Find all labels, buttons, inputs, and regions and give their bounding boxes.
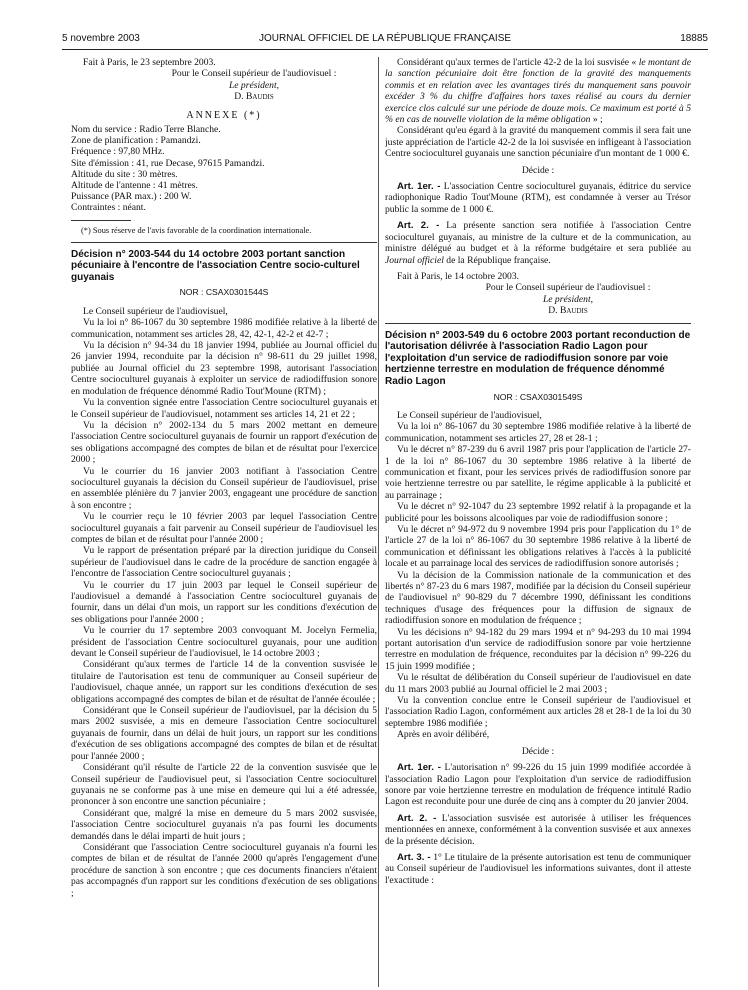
paragraph: Considérant que l'association Centre socioculturel guyanais n'a fourni les comptes de bilan et de résultat de l'année 2000 qu'après l'engagement d'une procédure de sanction à son encontre ; que ces documents financiers n'étaient pas accompagnés d'un rapport sur les conditions d'exécution de ses obligations ; bbox=[71, 841, 377, 899]
footnote-rule bbox=[71, 220, 131, 221]
signatory: D. Baudis bbox=[548, 305, 588, 317]
article: Art. 1er. - L'autorisation n° 99-226 du 15 juin 1999 modifiée accordée à l'association Radio Lagon pour l'exploitation d'un service de radiodiffusion sonore par voie hertzienne terrestre en modulation de fréquence intitulé Radio Lagon est reconduite pour une durée de cinq ans à compter du 20 janvier 2004. bbox=[385, 762, 691, 808]
considerant-article-42-2: Considérant qu'aux termes de l'article 42-2 de la loi susvisée « le montant de la sanction pécuniaire doit être fonction de la gravité des manquements commis et en relation avec les avantages tirés du manquement sans pouvoir excéder 3 % du chiffre d'affaires hors taxes réalisé au cours du dernier exercice clos calculé sur une période de douze mois. Ce maximum est porté à 5 % en cas de nouvelle violation de la même obligation » ; bbox=[385, 57, 691, 126]
paragraph: Vu la convention conclue entre le Conseil supérieur de l'audiovisuel et l'association Radio Lagon, conformément aux articles 28 et 28-1 de la loi du 30 septembre 1986 modifiée ; bbox=[385, 695, 691, 729]
paragraph: Vu la décision n° 2002-134 du 5 mars 2002 mettant en demeure l'association Centre socioculturel guyanais de fournir un rapport d'exécution de ses obligations accompagné des comptes de bilan et de résultat pour l'exercice 2000 ; bbox=[71, 419, 377, 466]
fact-line: Contraintes : néant. bbox=[71, 202, 146, 214]
fact-line: Altitude du site : 30 mètres. bbox=[71, 168, 178, 180]
paragraph: Vu le décret n° 92-1047 du 23 septembre 1992 relatif à la propagande et la publicité pour les boissons alcooliques par voie de radiodiffusion sonore ; bbox=[385, 501, 691, 524]
header-date: 5 novembre 2003 bbox=[62, 33, 140, 44]
fact-line: Zone de planification : Pamandzi. bbox=[71, 135, 201, 147]
right-column bbox=[385, 57, 691, 987]
article-1: Art. 1er. - L'association Centre socioculturel guyanais, éditrice du service radiophonique Radio Tout'Moune (RTM), est condamnée à verser au Trésor public la somme de 1 000 €. bbox=[385, 181, 691, 215]
paragraph: Considérant qu'il résulte de l'article 22 de la convention susvisée que le Conseil supérieur de l'audiovisuel peut, si l'association Centre socioculturel guyanais ne se conforme pas à une mise en demeure qui lui a été adressée, prononcer à son encontre une sanction pécuniaire ; bbox=[71, 762, 377, 808]
paragraph: Après en avoir délibéré, bbox=[397, 729, 490, 741]
top-fait: Fait à Paris, le 23 septembre 2003. bbox=[83, 57, 216, 68]
president-line: Le président, bbox=[542, 293, 594, 305]
paragraph: Vu le courrier du 16 janvier 2003 notifiant à l'association Centre socioculturel guyanais la décision du Conseil supérieur de l'audiovisuel, prise en assemblée plénière du 7 janvier 2003, engageant une procédure de sanction à son encontre ; bbox=[71, 465, 377, 511]
fact-line: Fréquence : 97,80 MHz. bbox=[71, 146, 165, 158]
fact-line: Puissance (PAR max.) : 200 W. bbox=[71, 191, 192, 203]
annexe-facts bbox=[71, 124, 377, 214]
decide-heading: Décide : bbox=[521, 164, 555, 176]
article: Art. 3. - 1° Le titulaire de la présente autorisation est tenu de communiquer au Conseil supérieur de l'audiovisuel les informations suivantes, dont il atteste l'exactitude : bbox=[385, 851, 691, 886]
decision-2-title: Décision n° 2003-549 du 6 octobre 2003 portant reconduction de l'autorisation délivrée à l'association Radio Lagon pour l'exploitation d'un service de radiodiffusion sonore par voie hertzienne terrestre en modulation de fréquence dénommé Radio Lagon bbox=[385, 329, 691, 387]
decide-heading-2: Décide : bbox=[521, 745, 555, 757]
paragraph: Vu le courrier du 17 septembre 2003 convoquant M. Jocelyn Fermelia, président de l'association Centre socioculturel guyanais, pour une audition devant le Conseil supérieur de l'audiovisuel, le 14 octobre 2003 ; bbox=[71, 625, 377, 660]
paragraph: Vu les décisions n° 94-182 du 29 mars 1994 et n° 94-293 du 10 mai 1994 portant autorisation d'un service de radiodiffusion sonore par voie hertzienne terrestre en modulation de fréquence, reconduites par la décision n° 99-226 du 15 juin 1999 modifiée ; bbox=[385, 626, 691, 672]
paragraph: Considérant que le Conseil supérieur de l'audiovisuel, par la décision du 5 mars 2002 susvisée, a mis en demeure l'association Centre socioculturel guyanais de fournir, dans un délai de huit jours, un rapport sur les conditions d'exécution de ses obligations accompagné des comptes de bilan et de résultat pour l'année 2000 ; bbox=[71, 705, 377, 762]
paragraph: Le Conseil supérieur de l'audiovisuel, bbox=[83, 305, 228, 317]
nor-code-2: NOR : CSAX0301549S bbox=[493, 391, 583, 402]
page-header bbox=[62, 33, 708, 47]
paragraph: Vu la loi n° 86-1067 du 30 septembre 1986 modifiée relative à la liberté de communication, notamment ses articles 28, 42, 42-1, 42-2 et 42-7 ; bbox=[71, 317, 377, 340]
nor-code: NOR : CSAX0301544S bbox=[179, 287, 269, 298]
header-rule bbox=[62, 49, 708, 50]
paragraph: Considérant que, malgré la mise en demeure du 5 mars 2002 susvisée, l'association Centre socioculturel guyanais n'a pas fourni les documents demandés dans le délai imparti de huit jours ; bbox=[71, 807, 377, 842]
pour-line: Pour le Conseil supérieur de l'audiovisuel : bbox=[485, 282, 651, 294]
paragraph: Vu le rapport de présentation préparé par la direction juridique du Conseil supérieur de l'audiovisuel dans le cadre de la procédure de sanction engagée à l'encontre de l'association Centre socioculturel guyanais ; bbox=[71, 545, 377, 580]
top-signatory: D. Baudis bbox=[234, 91, 274, 103]
article: Art. 2. - L'association susvisée est autorisée à utiliser les fréquences mentionnées en annexe, conformément à la convention susvisée et aux annexes de la présente décision. bbox=[385, 812, 691, 847]
fact-line: Nom du service : Radio Terre Blanche. bbox=[71, 124, 221, 136]
header-page-number: 18885 bbox=[680, 33, 708, 44]
considerant-gravity: Considérant qu'eu égard à la gravité du manquement commis il sera fait une juste appréciation de l'article 42-2 de la loi susvisée en infligeant à l'association Centre socioculturel guyanais une sanction pécuniaire d'un montant de 1 000 €. bbox=[385, 125, 691, 160]
decision-title: Décision n° 2003-544 du 14 octobre 2003 portant sanction pécuniaire à l'encontre de l'association Centre socio-culturel guyanais bbox=[71, 248, 360, 283]
fact-line: Altitude de l'antenne : 41 mètres. bbox=[71, 180, 198, 192]
footnote: (*) Sous réserve de l'avis favorable de la coordination internationale. bbox=[81, 225, 312, 235]
paragraph: Vu la convention signée entre l'association Centre socioculturel guyanais et le Conseil supérieur de l'audiovisuel, notamment ses articles 14, 21 et 22 ; bbox=[71, 397, 377, 420]
paragraph: Considérant qu'aux termes de l'article 14 de la convention susvisée le titulaire de l'autorisation est tenu de communiquer au Conseil supérieur de l'audiovisuel, chaque année, un rapport sur les conditions d'exécution de ses obligations accompagné des comptes de bilan et de résultat de l'année écoulée ; bbox=[71, 659, 377, 705]
fait-line: Fait à Paris, le 14 octobre 2003. bbox=[397, 270, 520, 282]
paragraph: Vu le résultat de délibération du Conseil supérieur de l'audiovisuel en date du 11 mars 2003 publié au Journal officiel le 2 mai 2003 ; bbox=[385, 672, 691, 695]
annexe-heading: ANNEXE (*) bbox=[186, 109, 262, 121]
top-pour: Pour le Conseil supérieur de l'audiovisuel : bbox=[171, 68, 337, 80]
column-separator bbox=[378, 57, 379, 987]
paragraph: Vu la décision de la Commission nationale de la communication et des libertés n° 87-23 du 6 mars 1987, modifiée par la décision du Conseil supérieur de l'audiovisuel n° 90-829 du 7 décembre 1990, définissant les conditions techniques d'usage des fréquences pour la diffusion de signaux de radiodiffusion sonore en modulation de fréquence ; bbox=[385, 569, 691, 627]
section-rule bbox=[71, 242, 377, 243]
header-journal-title: JOURNAL OFFICIEL DE LA RÉPUBLIQUE FRANÇAISE bbox=[258, 33, 512, 44]
paragraph: Vu la décision n° 94-34 du 18 janvier 1994, publiée au Journal officiel du 26 janvier 1994, reconduite par la décision n° 98-611 du 29 juillet 1998, publiée au Journal officiel du 23 septembre 1998, autorisant l'association Centre socioculturel guyanais à exploiter un service de radiodiffusion sonore en modulation de fréquence dénommé Radio Tout'Moune (RTM) ; bbox=[71, 340, 377, 397]
paragraph: Vu le décret n° 87-239 du 6 avril 1987 pris pour l'application de l'article 27-1 de la loi n° 86-1067 du 30 septembre 1986 relative à la liberté de communication et fixant, pour les services privés de radiodiffusion sonore par voie hertzienne terrestre ou par satellite, le régime applicable à la publicité et au parrainage ; bbox=[385, 444, 691, 501]
paragraph: Vu la loi n° 86-1067 du 30 septembre 1986 modifiée relative à la liberté de communication, notamment ses articles 27, 28 et 28-1 ; bbox=[385, 421, 691, 444]
section-rule bbox=[385, 323, 691, 324]
article-2: Art. 2. - La présente sanction sera notifiée à l'association Centre socioculturel guyanais, au ministre de la culture et de la communication, au ministre délégué au budget et à la réforme budgétaire et sera publiée au Journal officiel de la République française. bbox=[385, 220, 691, 266]
paragraph: Le Conseil supérieur de l'audiovisuel, bbox=[397, 409, 542, 421]
paragraph: Vu le courrier du 17 juin 2003 par lequel le Conseil supérieur de l'audiovisuel a demandé à l'association Centre socioculturel guyanais de fournir, dans un délai d'un mois, un rapport sur les conditions d'exécution de ses obligations pour l'année 2000 ; bbox=[71, 579, 377, 625]
top-president: Le président, bbox=[228, 79, 280, 91]
paragraph: Vu le courrier reçu le 10 février 2003 par lequel l'association Centre socioculturel guyanais a fait parvenir au Conseil supérieur de l'audiovisuel les comptes de bilan et de résultat pour l'année 2000 ; bbox=[71, 511, 377, 545]
left-column bbox=[71, 57, 377, 987]
fact-line: Site d'émission : 41, rue Decase, 97615 Pamandzi. bbox=[71, 157, 265, 169]
paragraph: Vu le décret n° 94-972 du 9 novembre 1994 pris pour l'application du 1° de l'article 27 de la loi n° 86-1067 du 30 septembre 1986 relative à la liberté de communication et définissant les obligations relatives à l'accès à la publicité locale et au parrainage local des services de radiodiffusion sonore autorisés ; bbox=[385, 523, 691, 570]
